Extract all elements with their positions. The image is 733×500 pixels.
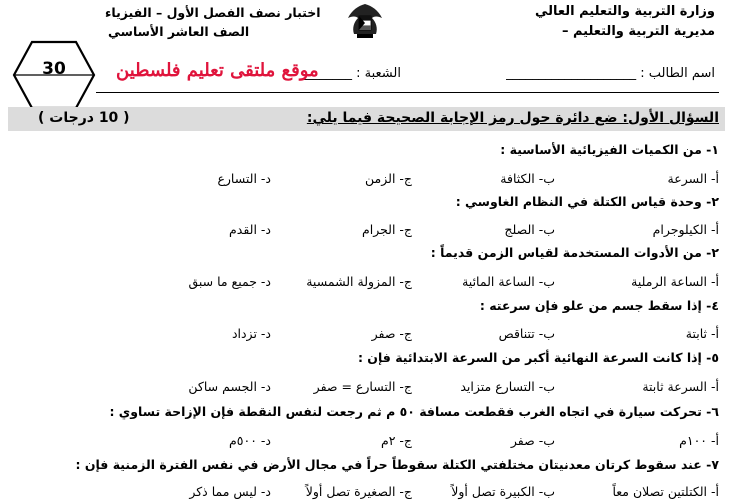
exam-title: اختبار نصف الفصل الأول – الفيزياء (105, 5, 321, 20)
exam-score: 30 (42, 59, 66, 79)
section-field[interactable]: الشعبة : ________ (300, 66, 401, 81)
q5-option-a[interactable]: أ- السرعة ثابتة (642, 379, 719, 394)
section-title: السؤال الأول: ضع دائرة حول رمز الإجابة الصحيحة فيما يلي: (306, 110, 719, 126)
q6-option-b[interactable]: ب- صفر (510, 433, 555, 448)
q4-option-b[interactable]: ب- تتناقص (498, 326, 555, 341)
q2-option-b[interactable]: ب- الصلج (504, 222, 555, 237)
q7-option-a[interactable]: أ- الكتلتين تصلان معاً (612, 484, 719, 499)
question-5: ٥- إذا كانت السرعة النهائية أكبر من السرعة الابتدائية فإن : (357, 350, 719, 365)
q1-option-d[interactable]: د- التسارع (217, 171, 271, 186)
directorate-name: مديرية التربية والتعليم – (561, 24, 715, 39)
question-6: ٦- تحركت سيارة في اتجاه الغرب فقطعت مسافة ٥٠ م ثم رجعت لنفس النقطة فإن الإزاحة تساوي : (109, 404, 719, 419)
q6-option-d[interactable]: د- ٥٠٠م (229, 433, 271, 448)
question-7: ٧- عند سقوط كرتان معدنيتان مختلفتي الكتلة سقوطاً حراً في مجال الأرض في نفس الفترة الزمنية فإن : (75, 457, 719, 472)
q3-option-b[interactable]: ب- الساعة المائية (462, 274, 555, 289)
q5-option-d[interactable]: د- الجسم ساكن (188, 379, 271, 394)
q4-option-a[interactable]: أ- ثابتة (685, 326, 719, 341)
website-watermark: موقع ملتقى تعليم فلسطين (116, 60, 319, 81)
q6-option-a[interactable]: أ- ١٠٠م (679, 433, 719, 448)
student-name-field[interactable]: اسم الطالب : ____________________ (506, 66, 715, 81)
grade-label: الصف العاشر الأساسي (108, 24, 250, 39)
q3-option-c[interactable]: ج- المزولة الشمسية (306, 274, 412, 289)
q1-option-b[interactable]: ب- الكثافة (500, 171, 555, 186)
ministry-name: وزارة التربية والتعليم العالي (534, 4, 715, 19)
q2-option-d[interactable]: د- القدم (229, 222, 271, 237)
question-2: ٢- وحدة قياس الكتلة في النظام الغاوسي : (455, 194, 719, 209)
q1-option-a[interactable]: أ- السرعة (667, 171, 719, 186)
q4-option-d[interactable]: د- تزداد (231, 326, 271, 341)
palestine-emblem-icon (340, 0, 390, 40)
q1-option-c[interactable]: ج- الزمن (365, 171, 412, 186)
q3-option-a[interactable]: أ- الساعة الرملية (631, 274, 719, 289)
q6-option-c[interactable]: ج- ٢م (380, 433, 412, 448)
q3-option-d[interactable]: د- جميع ما سبق (188, 274, 271, 289)
q7-option-c[interactable]: ج- الصغيرة تصل أولاً (305, 484, 412, 499)
q7-option-b[interactable]: ب- الكبيرة تصل أولاً (451, 484, 555, 499)
q2-option-c[interactable]: ج- الجرام (361, 222, 412, 237)
question-4: ٤- إذا سقط جسم من علو فإن سرعته : (479, 298, 719, 313)
header-divider (96, 92, 719, 93)
section-marks: ( 10 درجات ) (38, 110, 130, 126)
question-3: ٢- من الأدوات المستخدمة لقياس الزمن قديماً : (430, 245, 719, 260)
q7-option-d[interactable]: د- ليس مما ذكر (189, 484, 271, 499)
q5-option-b[interactable]: ب- التسارع متزايد (460, 379, 555, 394)
q4-option-c[interactable]: ج- صفر (371, 326, 412, 341)
q2-option-a[interactable]: أ- الكيلوجرام (652, 222, 719, 237)
q5-option-c[interactable]: ج- التسارع = صفر (313, 379, 412, 394)
question-1: ١- من الكميات الفيزيائية الأساسية : (500, 142, 719, 157)
